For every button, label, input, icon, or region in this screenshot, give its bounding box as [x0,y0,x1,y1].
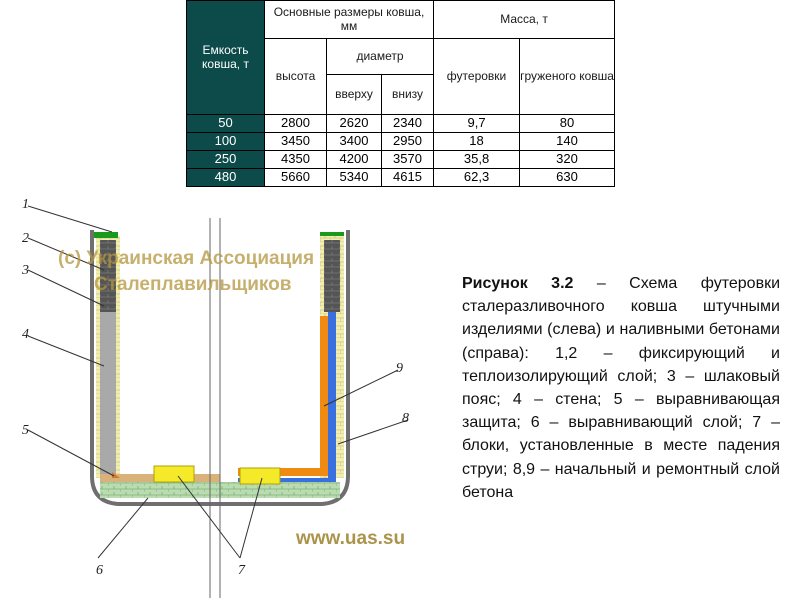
cell-lining: 18 [434,133,520,151]
callout-4: 4 [22,327,29,342]
cell-loaded: 140 [520,133,615,151]
callout-1: 1 [22,197,29,212]
header-mass: Масса, т [434,1,615,39]
callout-6: 6 [96,563,103,578]
cell-capacity: 250 [187,151,265,169]
cell-lining: 9,7 [434,115,520,133]
cell-capacity: 50 [187,115,265,133]
cell-capacity: 480 [187,169,265,187]
cell-top: 5340 [327,169,382,187]
header-loaded: груженого ковша [520,39,615,115]
cell-height: 3450 [265,133,327,151]
watermark-line2: Сталеплавильщиков [94,274,292,295]
cell-bottom: 4615 [382,169,434,187]
website-label: www.uas.su [296,528,406,549]
table-row [187,151,615,169]
callout-5: 5 [22,423,29,438]
cell-top: 4200 [327,151,382,169]
header-height: высота [265,39,327,115]
table-row [187,133,615,151]
cell-loaded: 630 [520,169,615,187]
cell-lining: 62,3 [434,169,520,187]
cell-height: 4350 [265,151,327,169]
right-slag-belt [324,240,340,312]
cell-loaded: 320 [520,151,615,169]
header-bottom: внизу [382,75,434,115]
table-row [187,169,615,187]
caption-text: – Схема футеровки сталеразливочного ковша штучными изделиями (слева) и наливными бетонами (справа): 1,2 – фиксирующий и теплоизолирующий слой; 3 – шлаковый пояс; 4 – стена; 5 – выравнивающая защита; 6 – выравнивающий слой; 7 – блоки, установленные в месте падения струи; 8,9 – начальный и ремонтный слой бетона [462,275,781,501]
cell-bottom: 2340 [382,115,434,133]
callout-3: 3 [22,263,29,278]
callout-8: 8 [402,411,409,426]
callout-2: 2 [22,231,29,246]
cell-bottom: 3570 [382,151,434,169]
cell-top: 2620 [327,115,382,133]
watermark-line1: (c) Украинская Ассоциация [58,248,315,269]
header-top: вверху [327,75,382,115]
cell-height: 2800 [265,115,327,133]
caption-title: Рисунок 3.2 [462,275,574,292]
cell-lining: 35,8 [434,151,520,169]
concrete-repair-layer [238,316,328,476]
ladle-dimensions-table [186,0,615,187]
cell-top: 3400 [327,133,382,151]
cell-height: 5660 [265,169,327,187]
callout-7: 7 [238,563,245,578]
cell-loaded: 80 [520,115,615,133]
top-insulation-left [94,232,118,238]
figure-caption [462,272,780,504]
cell-bottom: 2950 [382,133,434,151]
header-diameter: диаметр [327,39,434,75]
impact-block-right [240,468,280,484]
left-work-lining [100,312,116,474]
header-lining: футеровки [434,39,520,115]
impact-block-left [154,466,194,482]
header-capacity: Емкость ковша, т [187,1,265,115]
table-row [187,115,615,133]
cell-capacity: 100 [187,133,265,151]
ladle-lining-diagram [0,186,450,600]
header-dimensions: Основные размеры ковша, мм [265,1,434,39]
callout-9: 9 [396,361,403,376]
